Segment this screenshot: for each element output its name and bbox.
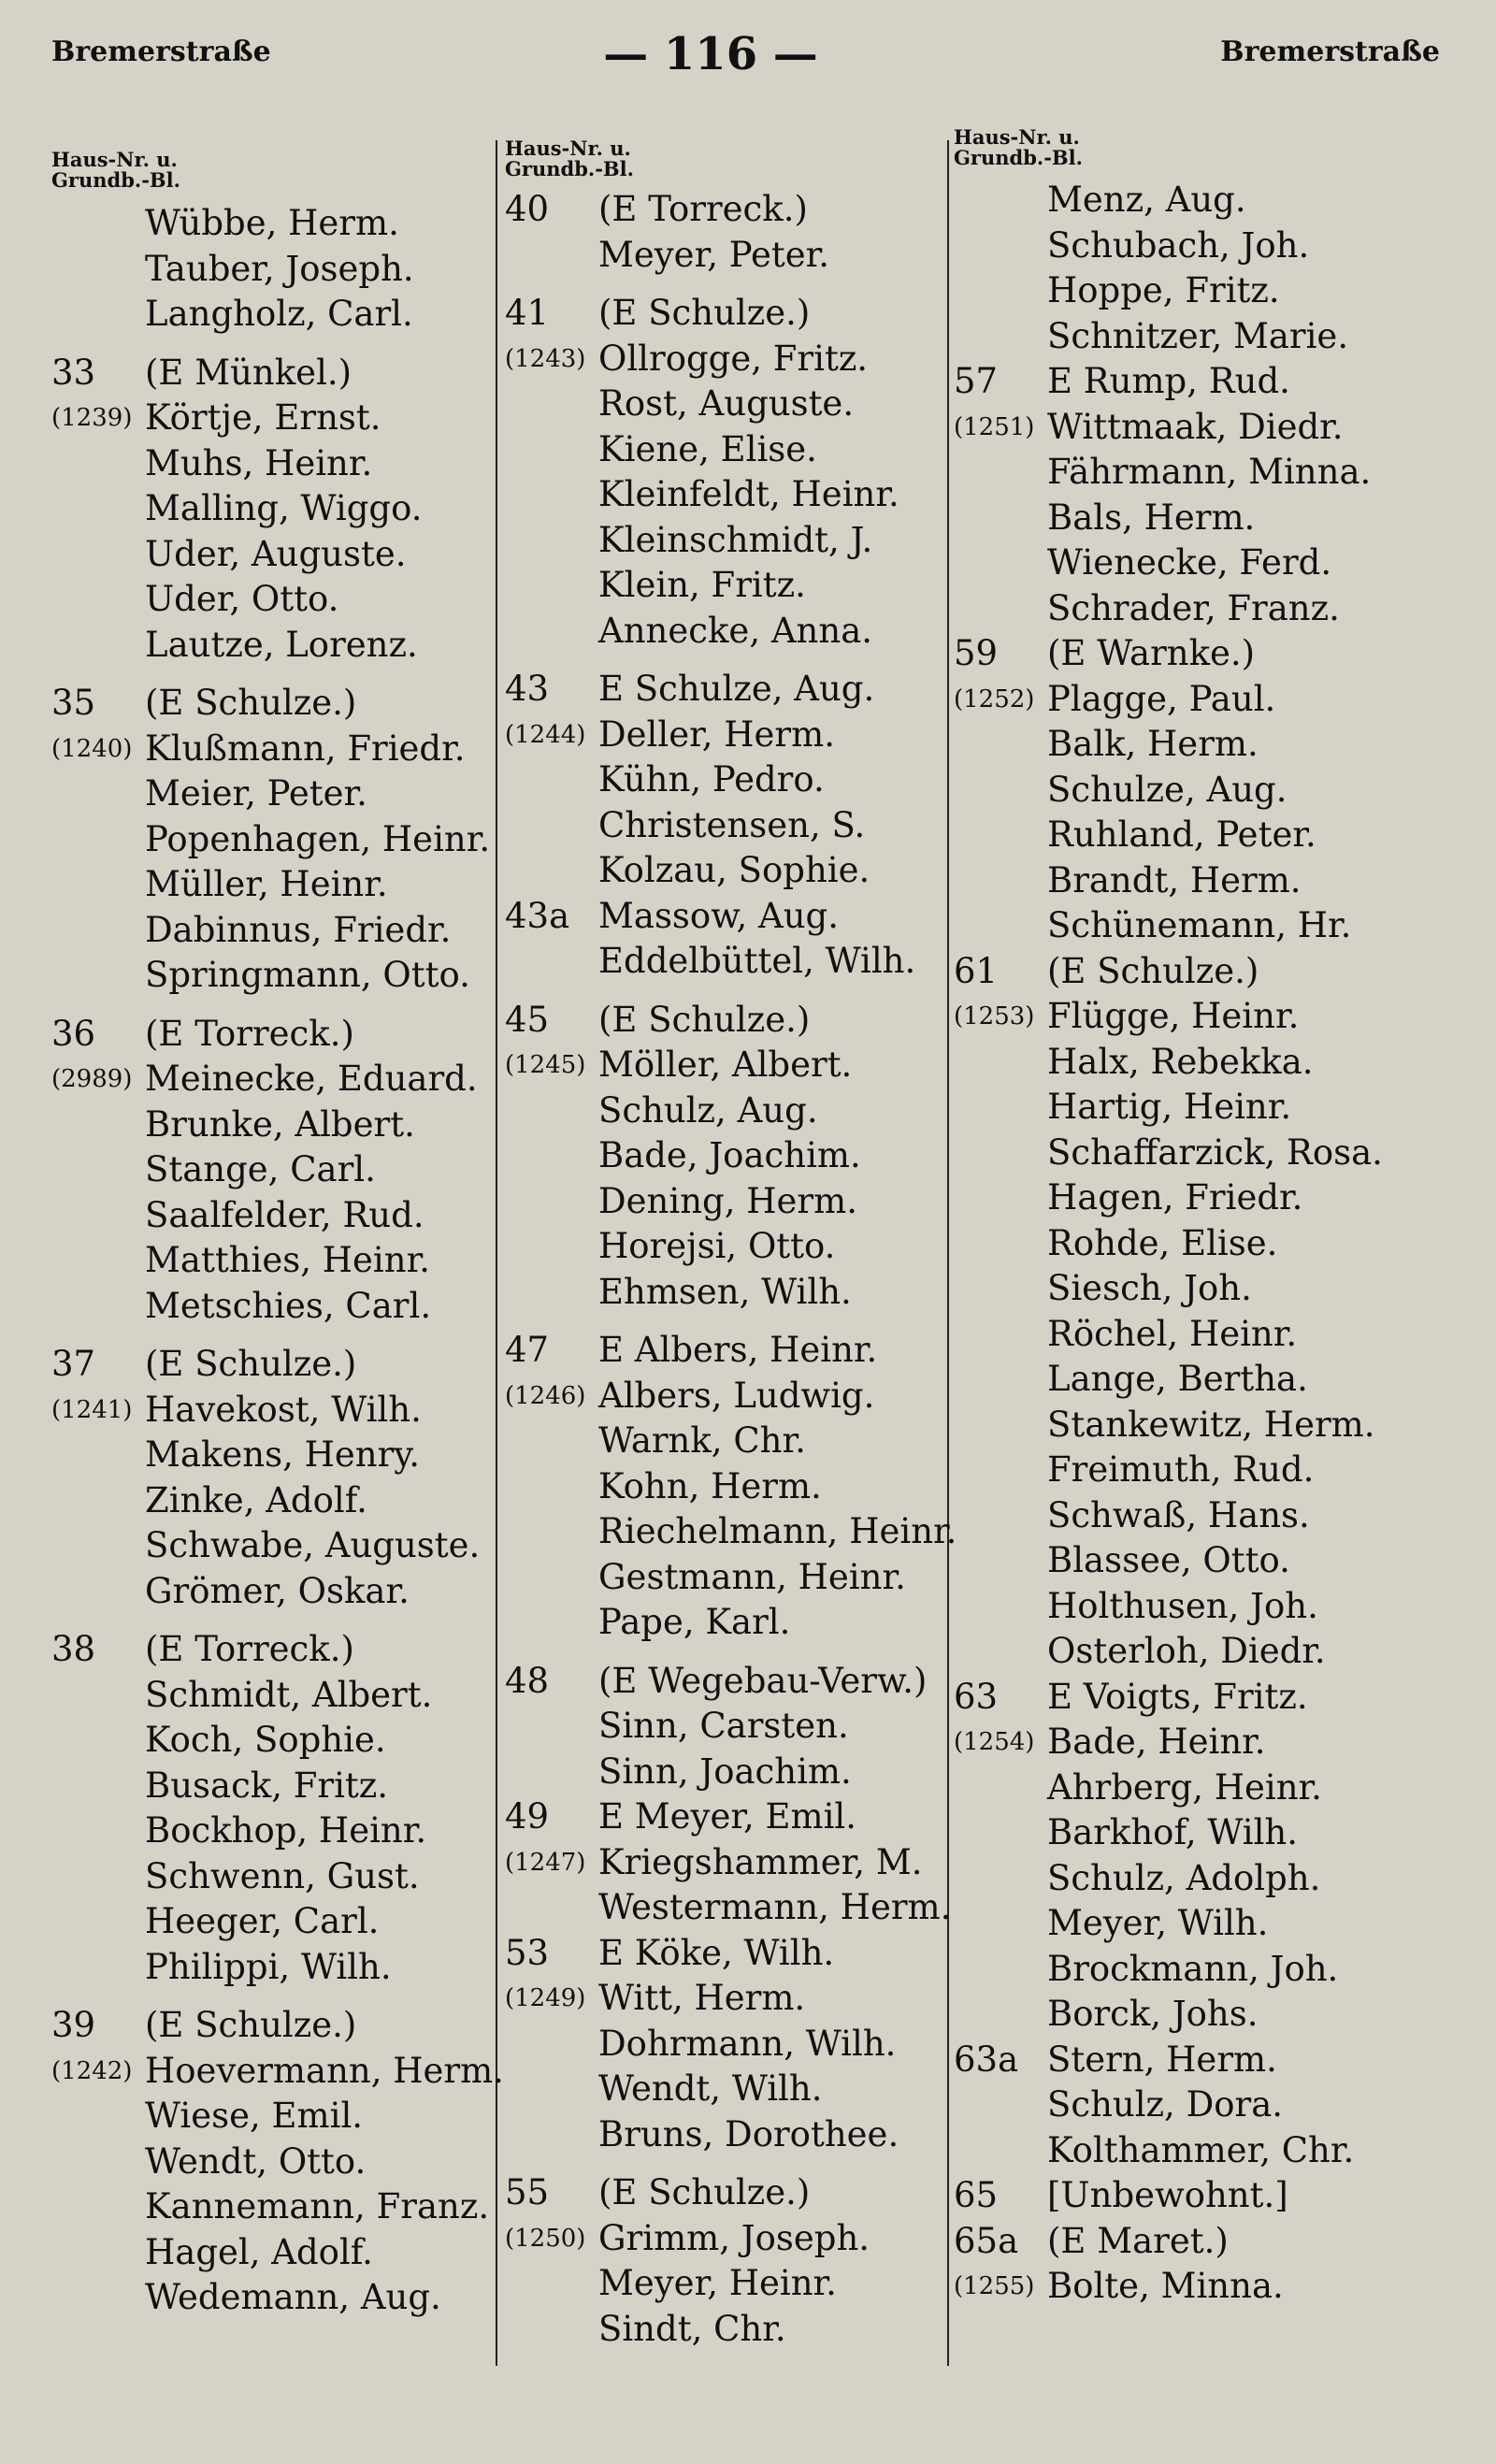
resident-name: Rohde, Elise. bbox=[1047, 1222, 1278, 1263]
column-divider bbox=[947, 140, 949, 2366]
resident-name: Meier, Peter. bbox=[145, 773, 367, 814]
resident-name: Zinke, Adolf. bbox=[145, 1479, 367, 1520]
land-register-number: (1247) bbox=[505, 1848, 586, 1877]
land-register-number: (1253) bbox=[954, 1002, 1035, 1030]
land-register-number: (1250) bbox=[505, 2224, 586, 2253]
house-number: 63 bbox=[954, 1676, 999, 1717]
resident-name: Bals, Herm. bbox=[1047, 497, 1256, 538]
resident-name: E Schulze, Aug. bbox=[598, 669, 875, 709]
house-number: 55 bbox=[505, 2172, 550, 2212]
resident-name: Wübbe, Herm. bbox=[145, 203, 399, 243]
resident-name: Rost, Auguste. bbox=[598, 383, 855, 424]
resident-name: Blassee, Otto. bbox=[1047, 1540, 1290, 1580]
resident-name: Heeger, Carl. bbox=[145, 1901, 380, 1941]
column-header-line2: Grundb.-Bl. bbox=[51, 168, 180, 192]
house-number: 38 bbox=[51, 1629, 96, 1669]
resident-name: Meyer, Heinr. bbox=[598, 2263, 837, 2303]
house-number: 65a bbox=[954, 2220, 1019, 2261]
resident-name: Springmann, Otto. bbox=[145, 955, 470, 995]
resident-name: Schwenn, Gust. bbox=[145, 1855, 420, 1896]
resident-name: Schnitzer, Marie. bbox=[1047, 315, 1349, 356]
resident-name: Ahrberg, Heinr. bbox=[1047, 1766, 1322, 1808]
house-number: 33 bbox=[51, 352, 96, 393]
resident-name: Schünemann, Hr. bbox=[1047, 905, 1352, 945]
resident-name: E Rump, Rud. bbox=[1047, 361, 1290, 401]
resident-name: Osterloh, Diedr. bbox=[1047, 1631, 1326, 1671]
resident-name: Gestmann, Heinr. bbox=[598, 1556, 906, 1597]
resident-name: Sindt, Chr. bbox=[598, 2308, 786, 2349]
resident-name: (E Schulze.) bbox=[598, 2172, 811, 2212]
resident-name: Möller, Albert. bbox=[598, 1045, 853, 1085]
resident-name: Eddelbüttel, Wilh. bbox=[598, 941, 916, 981]
resident-name: Brandt, Herm. bbox=[1047, 859, 1302, 901]
resident-name: Brockmann, Joh. bbox=[1047, 1948, 1339, 1989]
resident-name: Westermann, Herm. bbox=[598, 1887, 952, 1927]
resident-name: E Albers, Heinr. bbox=[598, 1330, 878, 1370]
house-number: 49 bbox=[505, 1796, 550, 1837]
resident-name: Wedemann, Aug. bbox=[145, 2277, 441, 2317]
resident-name: (E Wegebau-Verw.) bbox=[598, 1660, 928, 1701]
resident-name: Wittmaak, Diedr. bbox=[1047, 406, 1344, 447]
column-header-line1: Haus-Nr. u. bbox=[954, 125, 1080, 149]
house-number: 47 bbox=[505, 1330, 550, 1370]
resident-name: Kühn, Pedro. bbox=[598, 759, 825, 800]
house-number: 45 bbox=[505, 999, 550, 1040]
resident-name: Kannemann, Franz. bbox=[145, 2186, 490, 2226]
resident-name: Saalfelder, Rud. bbox=[145, 1194, 424, 1235]
resident-name: Pape, Karl. bbox=[598, 1602, 791, 1642]
page-number: — 116 — bbox=[603, 28, 818, 80]
resident-name: Dohrmann, Wilh. bbox=[598, 2023, 897, 2064]
resident-name: E Voigts, Fritz. bbox=[1047, 1676, 1308, 1717]
resident-name: Sinn, Joachim. bbox=[598, 1751, 852, 1792]
resident-name: E Köke, Wilh. bbox=[598, 1932, 835, 1973]
land-register-number: (1244) bbox=[505, 720, 586, 749]
resident-name: (E Münkel.) bbox=[145, 352, 352, 393]
resident-name: Christensen, S. bbox=[598, 804, 866, 845]
house-number: 41 bbox=[505, 293, 550, 333]
resident-name: (E Warnke.) bbox=[1047, 633, 1256, 673]
resident-name: Wendt, Wilh. bbox=[598, 2068, 823, 2109]
resident-name: Hagel, Adolf. bbox=[145, 2231, 373, 2272]
resident-name: Makens, Henry. bbox=[145, 1434, 421, 1475]
resident-name: (E Torreck.) bbox=[145, 1013, 354, 1054]
column-header bbox=[51, 150, 180, 191]
resident-name: Kohn, Herm. bbox=[598, 1465, 822, 1506]
resident-name: Stankewitz, Herm. bbox=[1047, 1404, 1375, 1445]
resident-name: Metschies, Carl. bbox=[145, 1285, 432, 1326]
resident-name: Schulze, Aug. bbox=[1047, 769, 1287, 810]
house-number: 43 bbox=[505, 669, 550, 709]
resident-name: Stern, Herm. bbox=[1047, 2039, 1277, 2080]
resident-name: Wendt, Otto. bbox=[145, 2140, 367, 2182]
resident-name: E Meyer, Emil. bbox=[598, 1796, 857, 1837]
resident-name: Wienecke, Ferd. bbox=[1047, 542, 1332, 583]
resident-name: Massow, Aug. bbox=[598, 895, 839, 936]
house-number: 53 bbox=[505, 1932, 550, 1973]
house-number: 40 bbox=[505, 189, 550, 229]
column-header-line1: Haus-Nr. u. bbox=[505, 137, 631, 160]
resident-name: Kleinfeldt, Heinr. bbox=[598, 474, 899, 514]
resident-name: Popenhagen, Heinr. bbox=[145, 818, 491, 859]
land-register-number: (1251) bbox=[954, 412, 1035, 441]
resident-name: Tauber, Joseph. bbox=[145, 248, 414, 289]
house-number: 35 bbox=[51, 683, 96, 723]
resident-name: Halx, Rebekka. bbox=[1047, 1041, 1314, 1082]
column-header-line1: Haus-Nr. u. bbox=[51, 148, 178, 171]
resident-name: Kleinschmidt, J. bbox=[598, 519, 873, 560]
resident-name: Bruns, Dorothee. bbox=[598, 2113, 899, 2154]
resident-name: Kolthammer, Chr. bbox=[1047, 2129, 1355, 2170]
column-header bbox=[954, 127, 1083, 168]
resident-name: Warnk, Chr. bbox=[598, 1420, 806, 1461]
resident-name: (E Schulze.) bbox=[598, 999, 811, 1040]
house-number: 65 bbox=[954, 2175, 999, 2215]
resident-name: Lautze, Lorenz. bbox=[145, 624, 418, 665]
resident-name: Annecke, Anna. bbox=[598, 610, 873, 651]
resident-name: Schrader, Franz. bbox=[1047, 587, 1340, 628]
column-divider bbox=[496, 140, 497, 2366]
land-register-number: (1246) bbox=[505, 1381, 586, 1410]
resident-name: (E Torreck.) bbox=[145, 1629, 354, 1669]
resident-name: Bockhop, Heinr. bbox=[145, 1810, 427, 1851]
resident-name: Ollrogge, Fritz. bbox=[598, 338, 869, 379]
resident-name: Albers, Ludwig. bbox=[598, 1375, 875, 1416]
land-register-number: (1243) bbox=[505, 344, 586, 373]
resident-name: Schwaß, Hans. bbox=[1047, 1494, 1310, 1535]
land-register-number: (1255) bbox=[954, 2272, 1035, 2300]
resident-name: Schmidt, Albert. bbox=[145, 1674, 433, 1715]
land-register-number: (1249) bbox=[505, 1984, 586, 2012]
resident-name: (E Schulze.) bbox=[1047, 950, 1259, 991]
resident-name: Hagen, Friedr. bbox=[1047, 1177, 1303, 1218]
resident-name: Sinn, Carsten. bbox=[598, 1706, 849, 1746]
land-register-number: (1241) bbox=[51, 1395, 133, 1424]
resident-name: Flügge, Heinr. bbox=[1047, 996, 1300, 1036]
resident-name: Balk, Herm. bbox=[1047, 724, 1259, 764]
resident-name: Schwabe, Auguste. bbox=[145, 1525, 481, 1565]
resident-name: Bade, Heinr. bbox=[1047, 1722, 1266, 1762]
resident-name: (E Schulze.) bbox=[145, 2005, 357, 2045]
resident-name: Hoppe, Fritz. bbox=[1047, 270, 1280, 310]
resident-name: Barkhof, Wilh. bbox=[1047, 1812, 1298, 1852]
column-header-line2: Grundb.-Bl. bbox=[505, 157, 634, 180]
land-register-number: (1240) bbox=[51, 734, 133, 763]
resident-name: Uder, Auguste. bbox=[145, 533, 407, 574]
resident-name: Kiene, Elise. bbox=[598, 428, 817, 469]
house-number: 43a bbox=[505, 895, 570, 936]
land-register-number: (1245) bbox=[505, 1051, 586, 1079]
resident-name: (E Schulze.) bbox=[598, 293, 811, 333]
running-head-right: Bremerstraße bbox=[1220, 36, 1440, 68]
resident-name: Koch, Sophie. bbox=[145, 1720, 386, 1760]
resident-name: Malling, Wiggo. bbox=[145, 488, 423, 528]
resident-name: Röchel, Heinr. bbox=[1047, 1313, 1298, 1354]
running-head-left: Bremerstraße bbox=[51, 36, 271, 68]
resident-name: Busack, Fritz. bbox=[145, 1765, 389, 1806]
resident-name: Siesch, Joh. bbox=[1047, 1268, 1252, 1308]
resident-name: Schaffarzick, Rosa. bbox=[1047, 1131, 1383, 1173]
resident-name: Hartig, Heinr. bbox=[1047, 1087, 1292, 1127]
resident-name: Holthusen, Joh. bbox=[1047, 1585, 1318, 1626]
resident-name: Freimuth, Rud. bbox=[1047, 1449, 1315, 1490]
resident-name: Deller, Herm. bbox=[598, 713, 835, 755]
resident-name: Menz, Aug. bbox=[1047, 180, 1246, 220]
resident-name: Bade, Joachim. bbox=[598, 1135, 861, 1175]
resident-name: Dabinnus, Friedr. bbox=[145, 909, 452, 950]
resident-name: Meyer, Peter. bbox=[598, 234, 830, 275]
resident-name: Grömer, Oskar. bbox=[145, 1570, 410, 1611]
resident-name: Havekost, Wilh. bbox=[145, 1389, 422, 1430]
column-header-line2: Grundb.-Bl. bbox=[954, 146, 1083, 169]
resident-name: Plagge, Paul. bbox=[1047, 678, 1276, 719]
resident-name: Meyer, Wilh. bbox=[1047, 1903, 1269, 1943]
resident-name: Witt, Herm. bbox=[598, 1978, 806, 2018]
resident-name: (E Torreck.) bbox=[598, 189, 808, 229]
resident-name: [Unbewohnt.] bbox=[1047, 2175, 1288, 2215]
house-number: 37 bbox=[51, 1344, 96, 1384]
land-register-number: (1254) bbox=[954, 1728, 1035, 1756]
resident-name: Dening, Herm. bbox=[598, 1180, 857, 1221]
land-register-number: (1242) bbox=[51, 2056, 133, 2085]
resident-name: (E Maret.) bbox=[1047, 2220, 1229, 2261]
resident-name: Horejsi, Otto. bbox=[598, 1226, 836, 1266]
resident-name: Schulz, Dora. bbox=[1047, 2084, 1284, 2125]
column-header bbox=[505, 138, 634, 180]
house-number: 39 bbox=[51, 2005, 96, 2045]
house-number: 36 bbox=[51, 1013, 96, 1054]
resident-name: Ruhland, Peter. bbox=[1047, 814, 1316, 855]
resident-name: Wiese, Emil. bbox=[145, 2096, 364, 2136]
house-number: 61 bbox=[954, 950, 999, 991]
resident-name: Meinecke, Eduard. bbox=[145, 1059, 478, 1099]
resident-name: Stange, Carl. bbox=[145, 1149, 376, 1189]
resident-name: Philippi, Wilh. bbox=[145, 1946, 392, 1987]
resident-name: Grimm, Joseph. bbox=[598, 2217, 870, 2258]
resident-name: Klußmann, Friedr. bbox=[145, 728, 466, 769]
resident-name: Brunke, Albert. bbox=[145, 1103, 415, 1145]
resident-name: Klein, Fritz. bbox=[598, 565, 806, 605]
house-number: 57 bbox=[954, 361, 999, 401]
resident-name: Borck, Johs. bbox=[1047, 1994, 1259, 2034]
resident-name: Lange, Bertha. bbox=[1047, 1359, 1308, 1399]
resident-name: Riechelmann, Heinr. bbox=[598, 1511, 957, 1551]
resident-name: (E Schulze.) bbox=[145, 1344, 357, 1384]
resident-name: Schulz, Aug. bbox=[598, 1089, 818, 1131]
resident-name: Hoevermann, Herm. bbox=[145, 2050, 504, 2091]
house-number: 59 bbox=[954, 633, 999, 673]
resident-name: Bolte, Minna. bbox=[1047, 2266, 1284, 2306]
resident-name: Fährmann, Minna. bbox=[1047, 452, 1372, 492]
resident-name: Kolzau, Sophie. bbox=[598, 850, 870, 890]
land-register-number: (2989) bbox=[51, 1065, 133, 1093]
resident-name: Langholz, Carl. bbox=[145, 294, 413, 334]
resident-name: Körtje, Ernst. bbox=[145, 397, 381, 438]
land-register-number: (1239) bbox=[51, 404, 133, 432]
resident-name: Ehmsen, Wilh. bbox=[598, 1271, 852, 1312]
resident-name: Kriegshammer, M. bbox=[598, 1841, 923, 1882]
resident-name: (E Schulze.) bbox=[145, 683, 357, 723]
resident-name: Uder, Otto. bbox=[145, 579, 339, 619]
resident-name: Matthies, Heinr. bbox=[145, 1240, 430, 1280]
resident-name: Müller, Heinr. bbox=[145, 864, 388, 904]
house-number: 48 bbox=[505, 1660, 550, 1701]
resident-name: Schulz, Adolph. bbox=[1047, 1857, 1321, 1898]
resident-name: Schubach, Joh. bbox=[1047, 224, 1310, 266]
land-register-number: (1252) bbox=[954, 684, 1035, 713]
resident-name: Muhs, Heinr. bbox=[145, 442, 373, 483]
house-number: 63a bbox=[954, 2039, 1019, 2080]
